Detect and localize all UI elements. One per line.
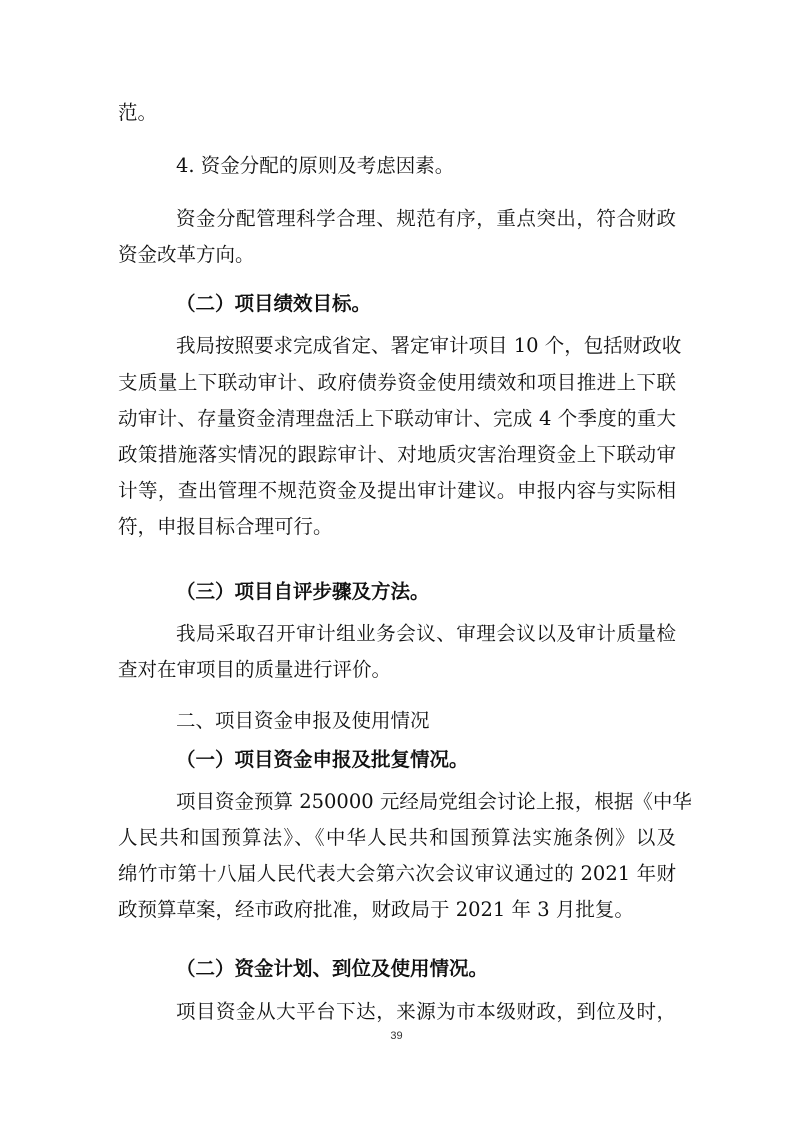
paragraph-line: 资金改革方向。 [118,243,255,266]
paragraph-line: 符，申报目标合理可行。 [118,515,333,538]
paragraph-line: 政预算草案，经市政府批准，财政局于 2021 年 3 月批复。 [118,898,634,921]
list-item-heading: 4. 资金分配的原则及考虑因素。 [176,154,455,177]
paragraph-line: 范。 [118,101,158,124]
paragraph-line: 支质量上下联动审计、政府债券资金使用绩效和项目推进上下联 [118,371,676,394]
section-heading: （三）项目自评步骤及方法。 [176,580,430,603]
paragraph-line: 动审计、存量资金清理盘活上下联动审计、完成 4 个季度的重大 [118,407,676,430]
section-heading: （二）资金计划、到位及使用情况。 [176,957,489,980]
section-heading: （二）项目绩效目标。 [176,292,372,315]
paragraph-line: 政策措施落实情况的跟踪审计、对地质灾害治理资金上下联动审 [118,443,676,466]
paragraph-line: 查对在审项目的质量进行评价。 [118,658,392,681]
paragraph-line: 我局采取召开审计组业务会议、审理会议以及审计质量检 [176,622,676,645]
section-heading: （一）项目资金申报及批复情况。 [176,748,469,771]
paragraph-line: 我局按照要求完成省定、署定审计项目 10 个，包括财政收 [176,334,682,357]
paragraph-line: 项目资金从大平台下达，来源为市本级财政，到位及时， [176,1000,676,1023]
chapter-heading: 二、项目资金申报及使用情况 [176,709,430,732]
paragraph-line: 人民共和国预算法》、《中华人民共和国预算法实施条例》以及 [118,826,676,849]
paragraph-line: 绵竹市第十八届人民代表大会第六次会议审议通过的 2021 年财 [118,862,676,885]
paragraph-line: 项目资金预算 250000 元经局党组会讨论上报，根据《中华 [176,790,692,813]
page-number: 39 [390,1030,403,1042]
paragraph-line: 计等，查出管理不规范资金及提出审计建议。申报内容与实际相 [118,479,676,502]
paragraph-line: 资金分配管理科学合理、规范有序，重点突出，符合财政 [176,207,676,230]
